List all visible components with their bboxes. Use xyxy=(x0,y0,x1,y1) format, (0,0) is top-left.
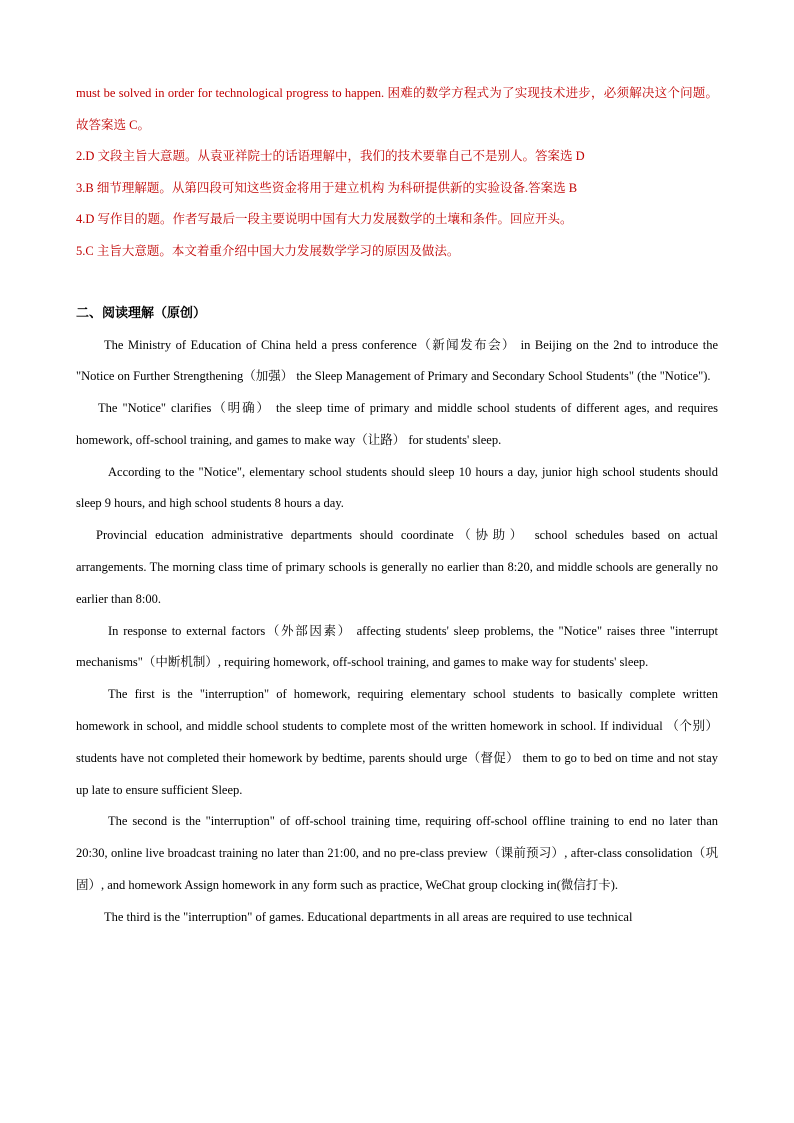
passage-paragraph-6: The first is the "interruption" of homework, requiring elementary school students to basically complete written homework in school, and middle school students to complete most of the written homework in school. If individual （个别） students have not completed their homework by bedtime, parents should urge（督促） them to go to bed on time and not stay up late to ensure sufficient Sleep. xyxy=(76,687,718,797)
passage-paragraph-8: The third is the "interruption" of games. Educational departments in all areas are required to use technical xyxy=(104,909,633,924)
passage-paragraph-4: Provincial education administrative departments should coordinate（协助） school schedules based on actual arrangements. The morning class time of primary schools is generally no earlier than 8:20, and middle schools are generally no earlier than 8:00. xyxy=(76,528,718,606)
passage-paragraph-2: The "Notice" clarifies（明确） the sleep time of primary and middle school students of different ages, and requires homework, off-school training, and games to make way（让路） for students' sleep. xyxy=(76,401,718,447)
answer-3: 3.B 细节理解题。从第四段可知这些资金将用于建立机构 为科研提供新的实验设备.答案选 B xyxy=(76,180,578,195)
reading-passage xyxy=(76,330,718,934)
answer-1-english: must be solved in order for technological progress to happen. xyxy=(76,86,385,100)
answer-1-continuation xyxy=(76,78,718,141)
answer-2: 2.D 文段主旨大意题。从袁亚祥院士的话语理解中，我们的技术要靠自己不是别人。答案选 D xyxy=(76,149,585,163)
passage-paragraph-5: In response to external factors（外部因素） affecting students' sleep problems, the "Notice" raises three "interrupt mechanisms"（中断机制）, requiring homework, off-school training, and games to make way for students' sleep. xyxy=(76,623,718,670)
passage-paragraph-7: The second is the "interruption" of off-school training time, requiring off-school offline training to end no later than 20:30, online live broadcast training no later than 21:00, and no pre-class preview（课前预习）, after-class consolidation（巩固）, and homework Assign homework in any form such as practice, WeChat group clocking in(微信打卡). xyxy=(76,814,718,893)
passage-paragraph-3: According to the "Notice", elementary school students should sleep 10 hours a day, junior high school students should sleep 9 hours, and high school students 8 hours a day. xyxy=(76,464,718,511)
answer-explanations xyxy=(76,78,718,267)
document-page xyxy=(76,78,718,934)
section-heading: 二、阅读理解（原创） xyxy=(76,306,207,321)
answer-1-chinese: 困难的数学方程式为了实现技术进步，必须解决这个问题。故答案选 C。 xyxy=(76,86,719,132)
answer-4: 4.D 写作目的题。作者写最后一段主要说明中国有大力发展数学的土壤和条件。回应开头。 xyxy=(76,212,573,226)
passage-paragraph-1: The Ministry of Education of China held a press conference（新闻发布会） in Beijing on the 2nd to introduce the "Notice on Further Strengthening（加强） the Sleep Management of Primary and Secondary School Students" (the "Notice"). xyxy=(76,337,718,384)
answer-5: 5.C 主旨大意题。本文着重介绍中国大力发展数学学习的原因及做法。 xyxy=(76,243,460,258)
